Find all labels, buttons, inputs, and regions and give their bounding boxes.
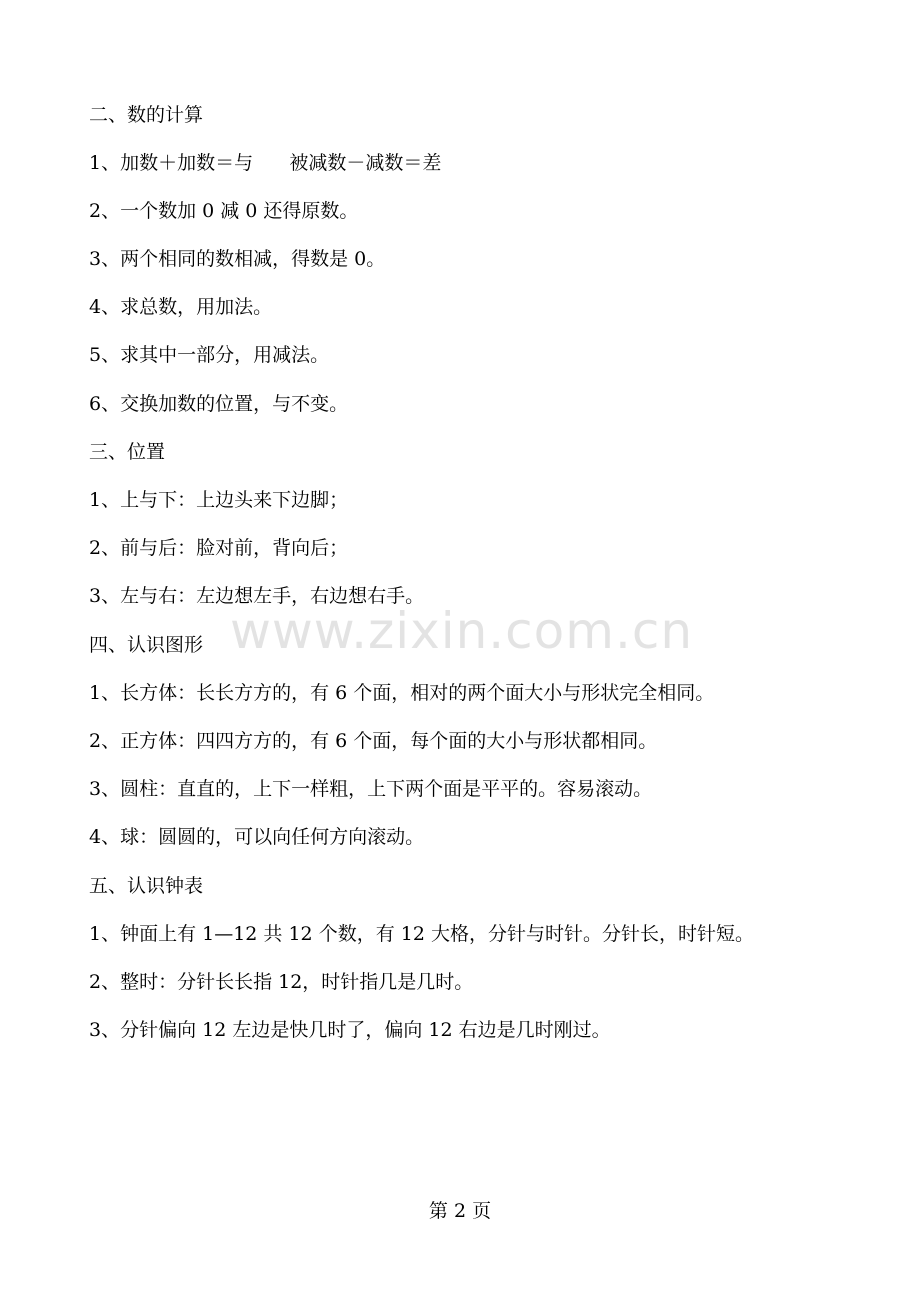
text-line: 6、交换加数的位置，与不变。 — [89, 393, 349, 415]
section-heading-position: 三、位置 — [89, 441, 166, 463]
text-line: 2、整时：分针长长指 12，时针指几是几时。 — [89, 971, 474, 993]
text-line: 3、圆柱：直直的，上下一样粗，上下两个面是平平的。容易滚动。 — [89, 778, 653, 800]
watermark: www.zixin.com.cn — [230, 602, 694, 660]
section-heading-clock: 五、认识钟表 — [89, 875, 204, 897]
text-line: 4、求总数，用加法。 — [89, 296, 273, 318]
page-number: 第 2 页 — [428, 1200, 492, 1222]
text-line: 4、球：圆圆的，可以向任何方向滚动。 — [89, 826, 425, 848]
text-line: 1、上与下：上边头来下边脚； — [89, 489, 349, 511]
text-line: 2、前与后：脸对前，背向后； — [89, 537, 349, 559]
section-heading-shapes: 四、认识图形 — [89, 634, 204, 656]
text-line: 5、求其中一部分，用减法。 — [89, 344, 330, 366]
text-line: 3、分针偏向 12 左边是快几时了，偏向 12 右边是几时刚过。 — [89, 1019, 611, 1041]
text-line: 1、钟面上有 1—12 共 12 个数，有 12 大格，分针与时针。分针长，时针短。 — [89, 923, 754, 945]
text-line: 2、一个数加 0 减 0 还得原数。 — [89, 200, 359, 222]
text-line: 1、长方体：长长方方的，有 6 个面，相对的两个面大小与形状完全相同。 — [89, 682, 715, 704]
text-line: 1、加数＋加数＝与 被减数－减数＝差 — [89, 152, 442, 174]
text-line: 3、左与右：左边想左手，右边想右手。 — [89, 585, 425, 607]
text-line: 3、两个相同的数相减，得数是 0。 — [89, 248, 386, 270]
section-heading-calculation: 二、数的计算 — [89, 104, 204, 126]
text-line: 2、正方体：四四方方的，有 6 个面，每个面的大小与形状都相同。 — [89, 730, 658, 752]
